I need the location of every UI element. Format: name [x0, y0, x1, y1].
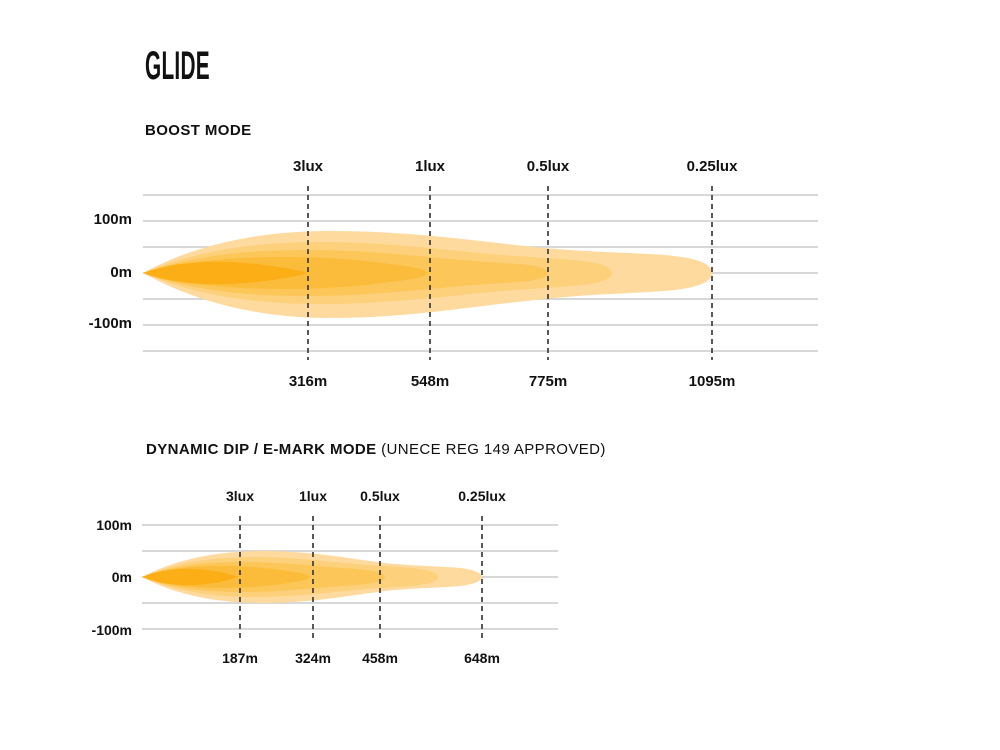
dip-distance-label-458m: 458m [362, 650, 398, 666]
boost-mode-heading: BOOST MODE [145, 122, 252, 139]
dip-y-label-neg100m: -100m [91, 622, 132, 638]
boost-distance-label-1095m: 1095m [688, 373, 736, 390]
boost-y-label-0m: 0m [110, 264, 132, 281]
dip-y-label-0m: 0m [111, 569, 132, 585]
boost-lux-label-3lux: 3lux [292, 158, 324, 175]
boost-lux-label-0.5lux: 0.5lux [526, 158, 570, 175]
boost-lux-label-0.25lux: 0.25lux [686, 158, 738, 175]
dip-y-label-100m: 100m [96, 517, 132, 533]
dip-beam [142, 551, 482, 603]
dip-mode-heading [146, 442, 606, 457]
dip-distance-label-648m: 648m [464, 650, 500, 666]
dip-mode-heading-main: DYNAMIC DIP / E-MARK MODE [146, 441, 377, 458]
dip-distance-label-187m: 187m [222, 650, 258, 666]
boost-lux-label-1lux: 1lux [414, 158, 446, 175]
boost-y-label-100m: 100m [93, 211, 132, 228]
dip-lux-label-1lux: 1lux [298, 488, 328, 504]
product-title: GLIDE [145, 44, 210, 88]
dip-distance-label-324m: 324m [295, 650, 331, 666]
boost-distance-label-548m: 548m [410, 373, 450, 390]
boost-distance-label-775m: 775m [528, 373, 568, 390]
dip-lux-label-0.25lux: 0.25lux [458, 488, 506, 504]
boost-y-label-neg100m: -100m [88, 315, 132, 332]
dip-mode-heading-subtitle: (UNECE REG 149 APPROVED) [381, 441, 606, 458]
dip-lux-label-3lux: 3lux [225, 488, 255, 504]
boost-beam [143, 231, 712, 318]
dip-lux-label-0.5lux: 0.5lux [360, 488, 400, 504]
boost-distance-label-316m: 316m [288, 373, 328, 390]
